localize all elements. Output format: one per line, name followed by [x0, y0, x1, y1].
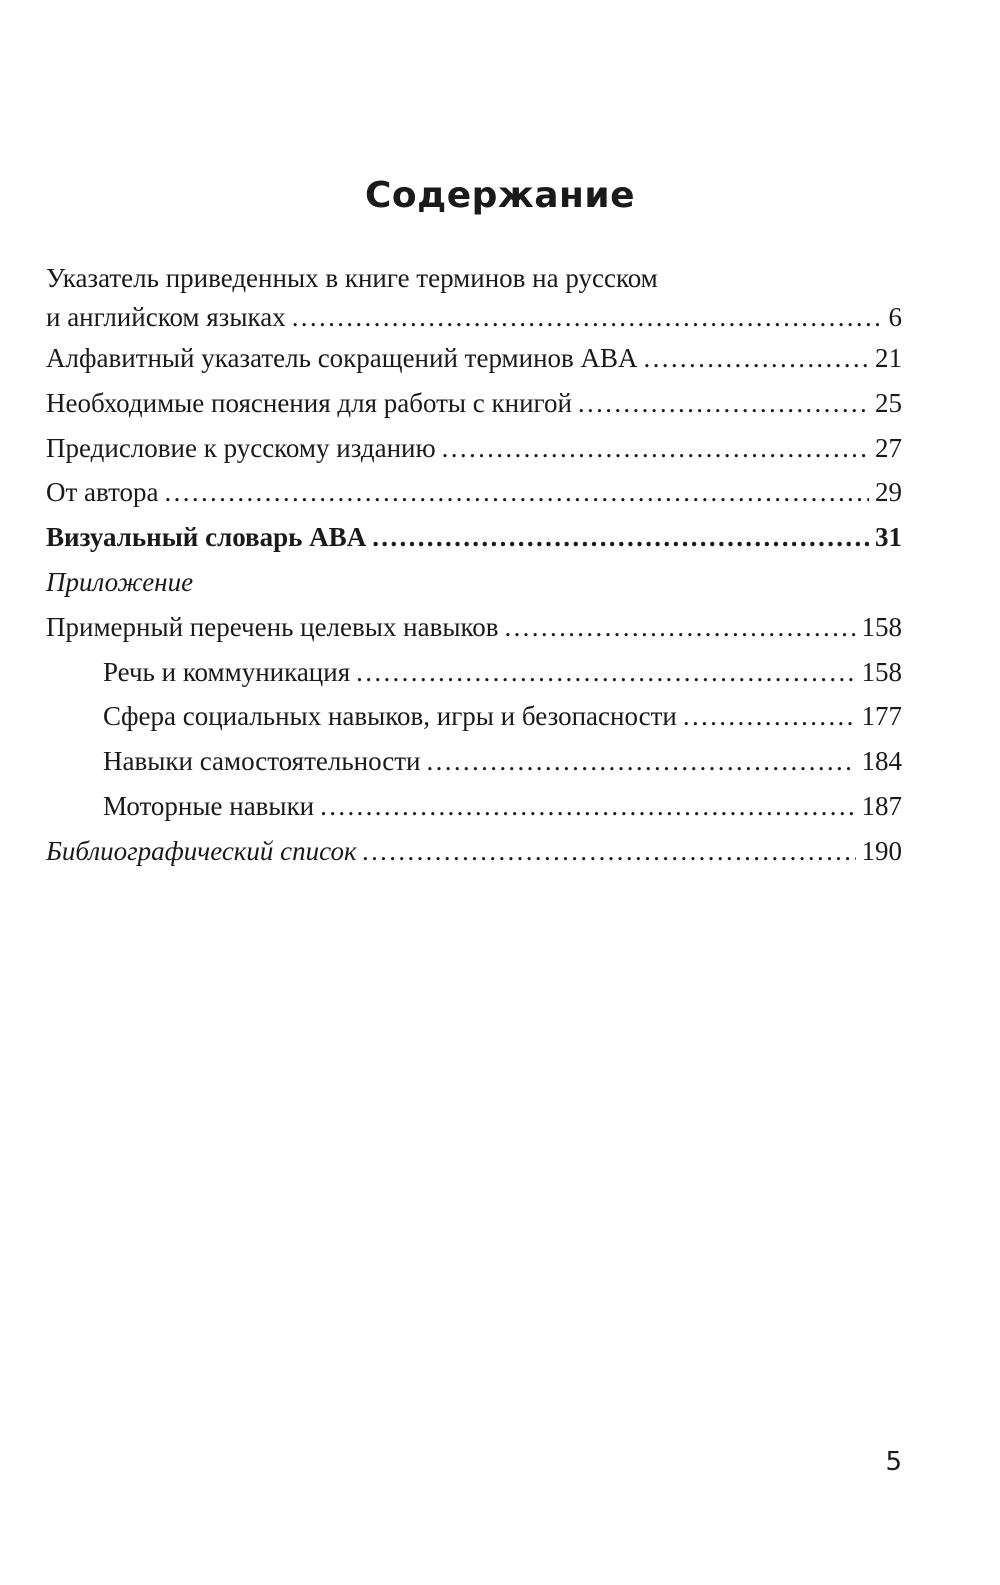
toc-subentry-speech	[46, 650, 902, 695]
toc-section-label: Приложение	[46, 566, 194, 597]
toc-entry-page: 21	[875, 343, 902, 373]
table-of-contents	[46, 258, 902, 874]
dot-leader	[644, 336, 869, 381]
toc-entry-visual-dictionary	[46, 515, 902, 560]
toc-entry-abbreviations	[46, 336, 902, 381]
dot-leader	[320, 784, 855, 829]
toc-entry-page: 184	[861, 746, 902, 777]
toc-entry-label: Визуальный словарь ABA	[46, 522, 367, 553]
toc-entry-label: От автора	[46, 477, 159, 508]
dot-leader	[578, 381, 869, 426]
dot-leader	[165, 470, 869, 515]
toc-entry-preface	[46, 426, 902, 471]
toc-entry-label: Указатель приведенных в книге терминов на русском	[46, 263, 658, 293]
toc-subentry-social	[46, 694, 902, 739]
toc-entry-page: 190	[861, 835, 902, 866]
toc-entry-page: 29	[875, 477, 902, 508]
toc-entry-target-skills	[46, 605, 902, 650]
toc-subentry-self-help	[46, 739, 902, 784]
toc-entry-bibliography	[46, 829, 902, 874]
toc-entry-from-author	[46, 470, 902, 515]
dot-leader	[372, 515, 869, 560]
dot-leader	[683, 694, 856, 739]
toc-entry-label: Предисловие к русскому изданию	[46, 432, 436, 463]
dot-leader	[504, 605, 855, 650]
toc-entry-label: Алфавитный указатель сокращений терминов ABA	[46, 343, 638, 373]
dot-leader	[427, 739, 856, 784]
page-title: Содержание	[364, 175, 636, 216]
toc-entry-label: Навыки самостоятельности	[103, 746, 421, 777]
toc-entry-label: Необходимые пояснения для работы с книгой	[46, 387, 572, 418]
toc-entry-terms-index-line1	[46, 258, 902, 298]
toc-entry-label: и английском языках	[46, 302, 286, 332]
toc-entry-explanations	[46, 381, 902, 426]
toc-entry-label: Библиографический список	[46, 835, 357, 866]
toc-entry-page: 177	[861, 701, 902, 732]
toc-entry-page: 27	[875, 432, 902, 463]
toc-entry-page: 158	[861, 656, 902, 687]
toc-entry-label: Примерный перечень целевых навыков	[46, 611, 499, 642]
toc-entry-terms-index	[46, 298, 902, 336]
dot-leader	[292, 298, 883, 336]
page-number: 5	[885, 1447, 902, 1477]
toc-section-appendix	[46, 560, 902, 605]
toc-entry-page: 31	[875, 522, 902, 553]
toc-entry-label: Речь и коммуникация	[103, 656, 351, 687]
toc-entry-page: 158	[861, 611, 902, 642]
toc-entry-label: Сфера социальных навыков, игры и безопасности	[103, 701, 677, 732]
dot-leader	[356, 650, 855, 695]
toc-subentry-motor	[46, 784, 902, 829]
dot-leader	[442, 426, 869, 471]
dot-leader	[363, 829, 856, 874]
toc-entry-page: 6	[888, 302, 902, 332]
toc-entry-label: Моторные навыки	[103, 790, 315, 821]
toc-entry-page: 187	[861, 790, 902, 821]
toc-entry-page: 25	[875, 387, 902, 418]
